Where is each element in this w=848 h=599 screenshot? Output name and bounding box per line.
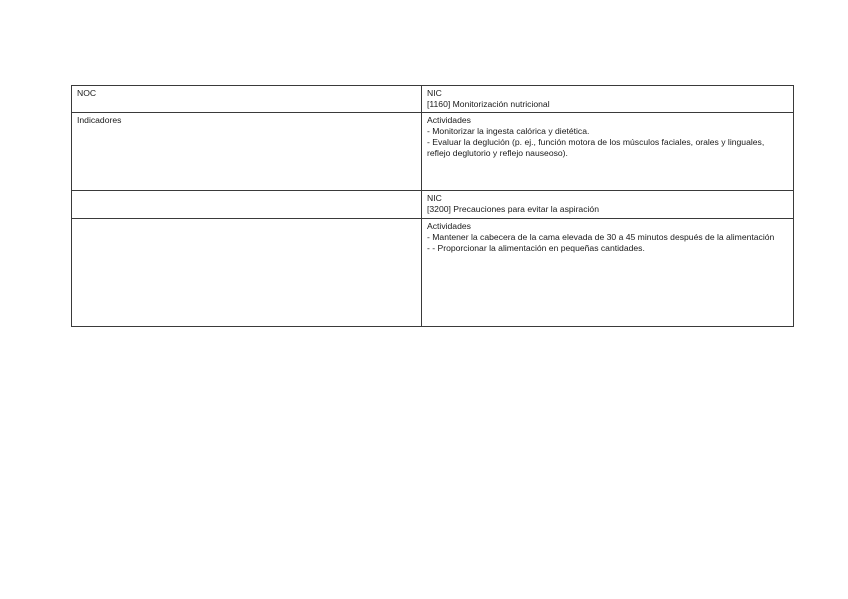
table-row [72, 219, 794, 327]
empty-cell [72, 191, 422, 219]
noc-header-cell [72, 86, 422, 113]
table-row [72, 86, 794, 113]
nic-2-activity-item: - Mantener la cabecera de la cama elevada de 30 a 45 minutos después de la alimentación [427, 232, 775, 242]
nic-2-header-cell [422, 191, 794, 219]
nic-1-activity-item: - Monitorizar la ingesta calórica y dietética. [427, 126, 590, 136]
nic-2-activity-item: - - Proporcionar la alimentación en pequeñas cantidades. [427, 243, 645, 253]
empty-cell [72, 219, 422, 327]
nic-1-activities-cell [422, 113, 794, 191]
nic-2-activities-heading: Actividades [427, 221, 471, 231]
nic-1-code: [1160] Monitorización nutricional [427, 99, 550, 109]
nic-1-activities-heading: Actividades [427, 115, 471, 125]
table-row [72, 113, 794, 191]
nic-2-heading: NIC [427, 193, 442, 203]
indicadores-label: Indicadores [77, 115, 122, 125]
nic-2-code: [3200] Precauciones para evitar la aspiración [427, 204, 599, 214]
noc-header: NOC [77, 88, 97, 98]
indicadores-cell [72, 113, 422, 191]
nic-1-activity-item: - Evaluar la deglución (p. ej., función motora de los músculos faciales, orales y linguales, reflejo deglutorio y reflejo nauseoso). [427, 137, 765, 158]
nic-2-activities-cell [422, 219, 794, 327]
nic-1-heading: NIC [427, 88, 442, 98]
care-plan-table [71, 85, 794, 327]
table-row [72, 191, 794, 219]
nic-1-header-cell [422, 86, 794, 113]
